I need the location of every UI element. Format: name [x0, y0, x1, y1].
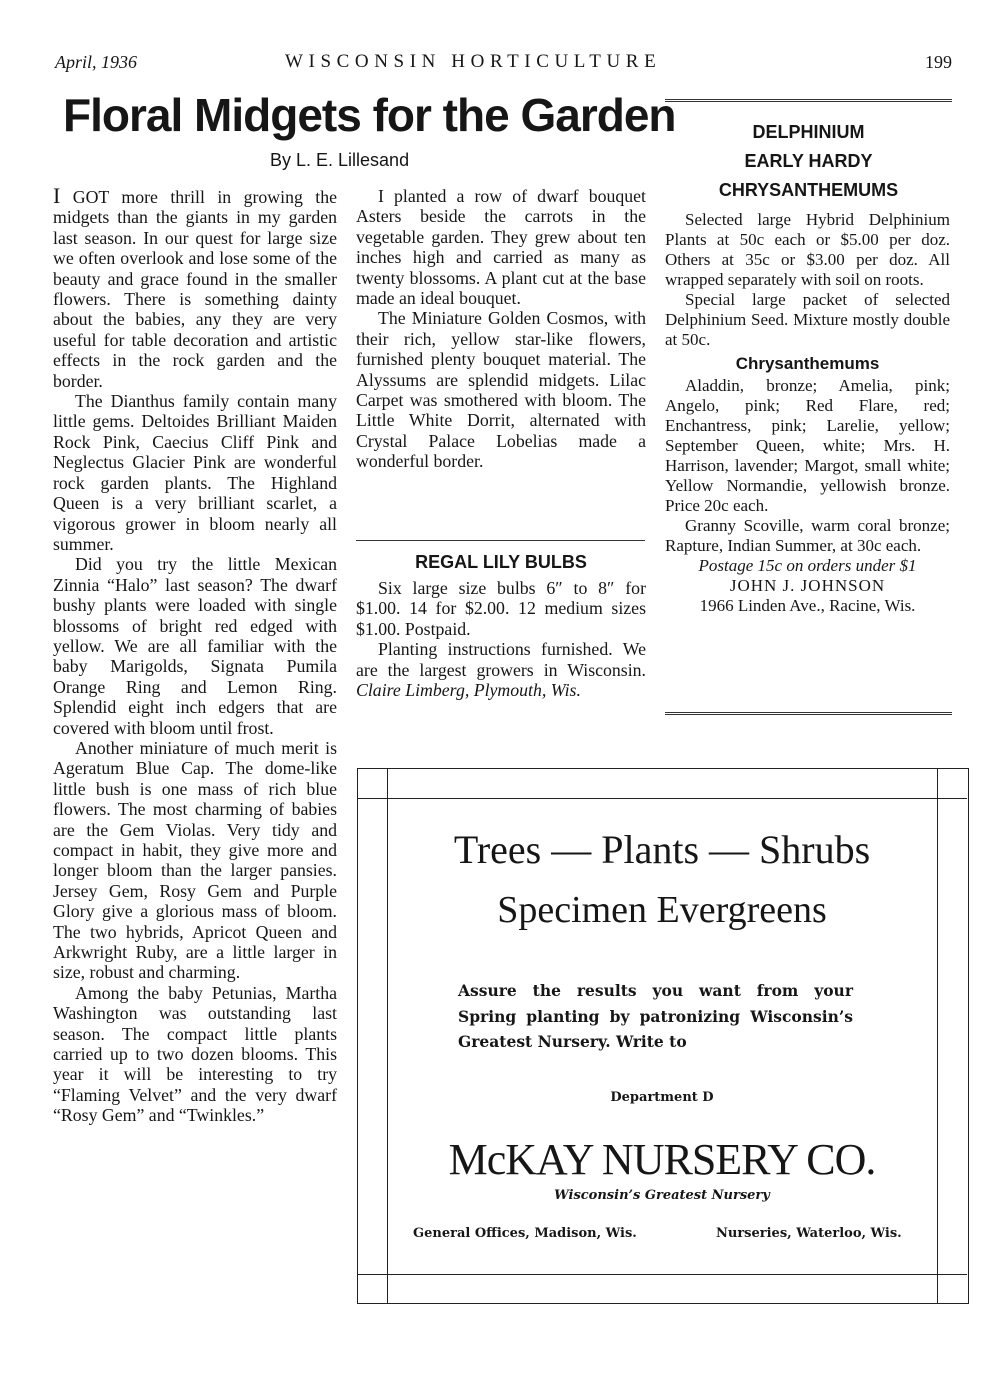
- lily-ad-text: Six large size bulbs 6″ to 8″ for $1.00. 14 for $2.00. 12 medium sizes $1.00. Postpaid.: [356, 578, 646, 639]
- article-paragraph: The Dianthus family contain many little gems. Deltoides Brilliant Maiden Rock Pink, Caecius Cliff Pink and Neglectus Glacier Pink are wonderful rock garden plants. The Highland Queen is a very brilliant scarlet, a vigorous grower in bloom nearly all summer.: [53, 391, 337, 554]
- ad-frame-line: [357, 798, 967, 799]
- article-paragraph: Another miniature of much merit is Ageratum Blue Cap. The dome-like little bush is one mass of rich blue flowers. The most charming of babies are the Gem Violas. Very tidy and compact in habit, they give more and longer bloom than the larger pansies. Jersey Gem, Rosy Gem and Purple Glory give a glorious mass of bloom. The two hybrids, Apricot Queen and Arkwright Ruby, are a little larger in size, robust and charming.: [53, 737, 337, 983]
- delphinium-ad-text: Granny Scoville, warm coral bronze; Rapture, Indian Summer, at 30c each.: [665, 516, 950, 555]
- mckay-company-name: McKAY NURSERY CO.: [448, 1135, 876, 1184]
- mckay-offices: General Offices, Madison, Wis.: [413, 1226, 637, 1241]
- article-paragraph: Among the baby Petunias, Martha Washington was outstanding last season. The compact little plants carried up to two dozen blooms. This year it will be interesting to try “Flaming Velvet” and the very dwarf “Rosy Gem” and “Twinkles.”: [53, 982, 337, 1126]
- divider: [665, 99, 952, 102]
- article-paragraph: The Miniature Golden Cosmos, with their rich, yellow star-like flowers, furnished plenty bouquet material. The Alyssums are splendid midgets. Lilac Carpet was smothered with bloom. The Little White Dorrit, alternated with Crystal Palace Lobelias made a wonderful border.: [356, 308, 646, 472]
- delphinium-ad-text: Special large packet of selected Delphinium Seed. Mixture mostly double at 50c.: [665, 290, 950, 349]
- divider: [665, 712, 952, 715]
- article-paragraph: I GOT more thrill in growing the midgets than the giants in my garden last season. In our quest for large size we often overlook and lose some of the beauty and grace found in the smaller flowers. There is something dainty about the babies, any they are very useful for table decoration and artistic effects in the rock garden and the border.: [53, 183, 337, 391]
- header-date: April, 1936: [55, 52, 138, 72]
- chrysanthemums-heading: Chrysanthemums: [735, 354, 880, 373]
- mckay-ad-body: Assure the results you want from your Spring planting by patronizing Wisconsin’s Greatest Nursery. Write to: [458, 981, 853, 1051]
- postage-note: Postage 15c on orders under $1: [698, 556, 917, 575]
- article-paragraph: Did you try the little Mexican Zinnia “Halo” last season? The dwarf bushy plants were loaded with single blossoms of bright red edged with yellow. We are all familiar with the baby Marigolds, Signata Pumila Orange Ring and Lemon Ring. Splendid eight inch edgers that are covered with bloom until frost.: [53, 554, 337, 738]
- magazine-title: WISCONSIN HORTICULTURE: [285, 51, 662, 72]
- lily-ad-heading: REGAL LILY BULBS: [415, 552, 587, 572]
- article-column-2: [356, 186, 646, 472]
- mckay-ad-subtitle: Specimen Evergreens: [497, 889, 827, 931]
- divider: [356, 540, 645, 541]
- mckay-nurseries: Nurseries, Waterloo, Wis.: [716, 1226, 902, 1241]
- advertiser-name: JOHN J. JOHNSON: [729, 576, 886, 595]
- page-number: 199: [925, 52, 952, 72]
- delphinium-ad-heading: DELPHINIUM EARLY HARDY CHRYSANTHEMUMS: [718, 122, 899, 200]
- drop-cap: I: [53, 183, 61, 208]
- mckay-ad-department: Department D: [610, 1090, 714, 1105]
- article-byline: By L. E. Lillesand: [270, 150, 410, 170]
- lily-ad-signature: Claire Limberg, Plymouth, Wis.: [356, 680, 581, 701]
- lily-ad-text: Planting instructions furnished. We are the largest growers in Wisconsin. Claire Limberg, Plymouth, Wis.: [356, 639, 646, 701]
- article-column-1: [53, 183, 337, 1126]
- ad-frame-line: [937, 768, 938, 1304]
- lily-ad-body: [356, 578, 646, 700]
- mckay-ad-title: Trees — Plants — Shrubs: [453, 827, 871, 872]
- delphinium-ad-body: [665, 210, 950, 616]
- ad-frame-line: [357, 1274, 967, 1275]
- mckay-slogan: Wisconsin’s Greatest Nursery: [554, 1188, 770, 1203]
- delphinium-ad-text: Aladdin, bronze; Amelia, pink; Angelo, pink; Red Flare, red; Enchantress, pink; Larelie, yellow; September Queen, white; Mrs. H. Harrison, lavender; Margot, small white; Yellow Normandie, yellowish bronze. Price 20c each.: [665, 376, 950, 515]
- advertiser-address: 1966 Linden Ave., Racine, Wis.: [699, 596, 916, 615]
- article-title: Floral Midgets for the Garden: [63, 89, 676, 141]
- delphinium-ad-text: Selected large Hybrid Delphinium Plants at 50c each or $5.00 per doz. Others at 35c or $3.00 per doz. All wrapped separately with soil on roots.: [665, 210, 950, 289]
- article-paragraph: I planted a row of dwarf bouquet Asters beside the carrots in the vegetable garden. They grew about ten inches high and carried as many as twenty blossoms. A plant cut at the base made an ideal bouquet.: [356, 186, 646, 309]
